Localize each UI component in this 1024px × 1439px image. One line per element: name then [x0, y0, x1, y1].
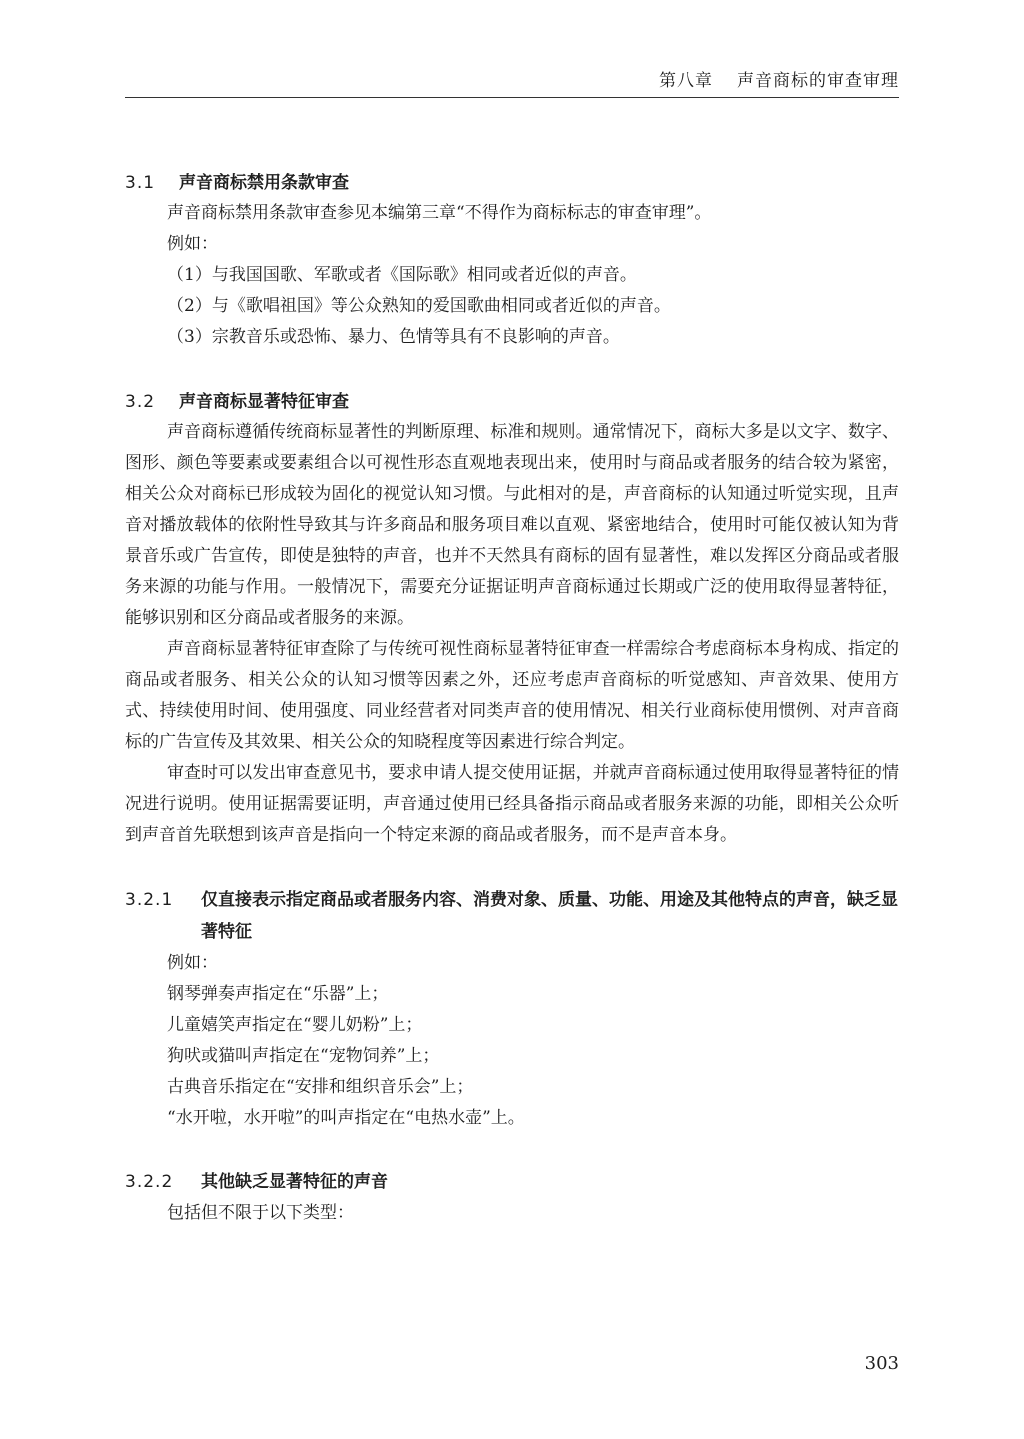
header-chapter: 第八章 [659, 71, 713, 91]
list-item: 古典音乐指定在“安排和组织音乐会”上； [167, 1077, 474, 1097]
section-intro: 包括但不限于以下类型： [167, 1203, 354, 1223]
list-item: 儿童嬉笑声指定在“婴儿奶粉”上； [167, 1015, 423, 1035]
section-title: 仅直接表示指定商品或者服务内容、消费对象、质量、功能、用途及其他特点的声音，缺乏显著特征 [201, 890, 898, 942]
list-item: 钢琴弹奏声指定在“乐器”上； [167, 984, 389, 1004]
section-title: 声音商标显著特征审查 [179, 392, 349, 412]
section-heading-3-2 [125, 387, 899, 417]
running-header [125, 66, 899, 91]
list-item: （3）宗教音乐或恐怖、暴力、色情等具有不良影响的声音。 [167, 327, 620, 347]
example-label: 例如： [167, 953, 218, 973]
section-number: 3.2 [125, 392, 156, 412]
list-item: （1）与我国国歌、军歌或者《国际歌》相同或者近似的声音。 [167, 265, 637, 285]
header-title: 声音商标的审查审理 [737, 71, 899, 91]
page-number: 303 [864, 1353, 899, 1374]
section-heading-3-1 [125, 168, 899, 198]
section-number: 3.2.1 [125, 890, 174, 910]
section-intro: 声音商标禁用条款审查参见本编第三章“不得作为商标标志的审查审理”。 [167, 203, 712, 223]
section-number: 3.2.2 [125, 1172, 174, 1192]
section-heading-3-2-1 [125, 884, 899, 948]
example-label: 例如： [167, 234, 218, 254]
section-number: 3.1 [125, 173, 156, 193]
body-paragraph: 审查时可以发出审查意见书，要求申请人提交使用证据，并就声音商标通过使用取得显著特征的情况进行说明。使用证据需要证明，声音通过使用已经具备指示商品或者服务来源的功能，即相关公众听到声音首先联想到该声音是指向一个特定来源的商品或者服务，而不是声音本身。 [125, 763, 899, 845]
body-paragraph: 声音商标遵循传统商标显著性的判断原理、标准和规则。通常情况下，商标大多是以文字、数字、图形、颜色等要素或要素组合以可视性形态直观地表现出来，使用时与商品或者服务的结合较为紧密，相关公众对商标已形成较为固化的视觉认知习惯。与此相对的是，声音商标的认知通过听觉实现，且声音对播放载体的依附性导致其与许多商品和服务项目难以直观、紧密地结合，使用时可能仅被认知为背景音乐或广告宣传，即使是独特的声音，也并不天然具有商标的固有显著性，难以发挥区分商品或者服务来源的功能与作用。一般情况下，需要充分证据证明声音商标通过长期或广泛的使用取得显著特征，能够识别和区分商品或者服务的来源。 [125, 422, 899, 628]
section-title: 声音商标禁用条款审查 [179, 173, 349, 193]
page-body [125, 168, 899, 1229]
body-paragraph: 声音商标显著特征审查除了与传统可视性商标显著特征审查一样需综合考虑商标本身构成、指定的商品或者服务、相关公众的认知习惯等因素之外，还应考虑声音商标的听觉感知、声音效果、使用方式、持续使用时间、使用强度、同业经营者对同类声音的使用情况、相关行业商标使用惯例、对声音商标的广告宣传及其效果、相关公众的知晓程度等因素进行综合判定。 [125, 639, 899, 752]
list-item: 狗吠或猫叫声指定在“宠物饲养”上； [167, 1046, 440, 1066]
section-title: 其他缺乏显著特征的声音 [201, 1172, 388, 1192]
list-item: “水开啦，水开啦”的叫声指定在“电热水壶”上。 [167, 1108, 525, 1128]
header-rule [125, 97, 899, 98]
list-item: （2）与《歌唱祖国》等公众熟知的爱国歌曲相同或者近似的声音。 [167, 296, 671, 316]
section-heading-3-2-2 [125, 1166, 899, 1198]
